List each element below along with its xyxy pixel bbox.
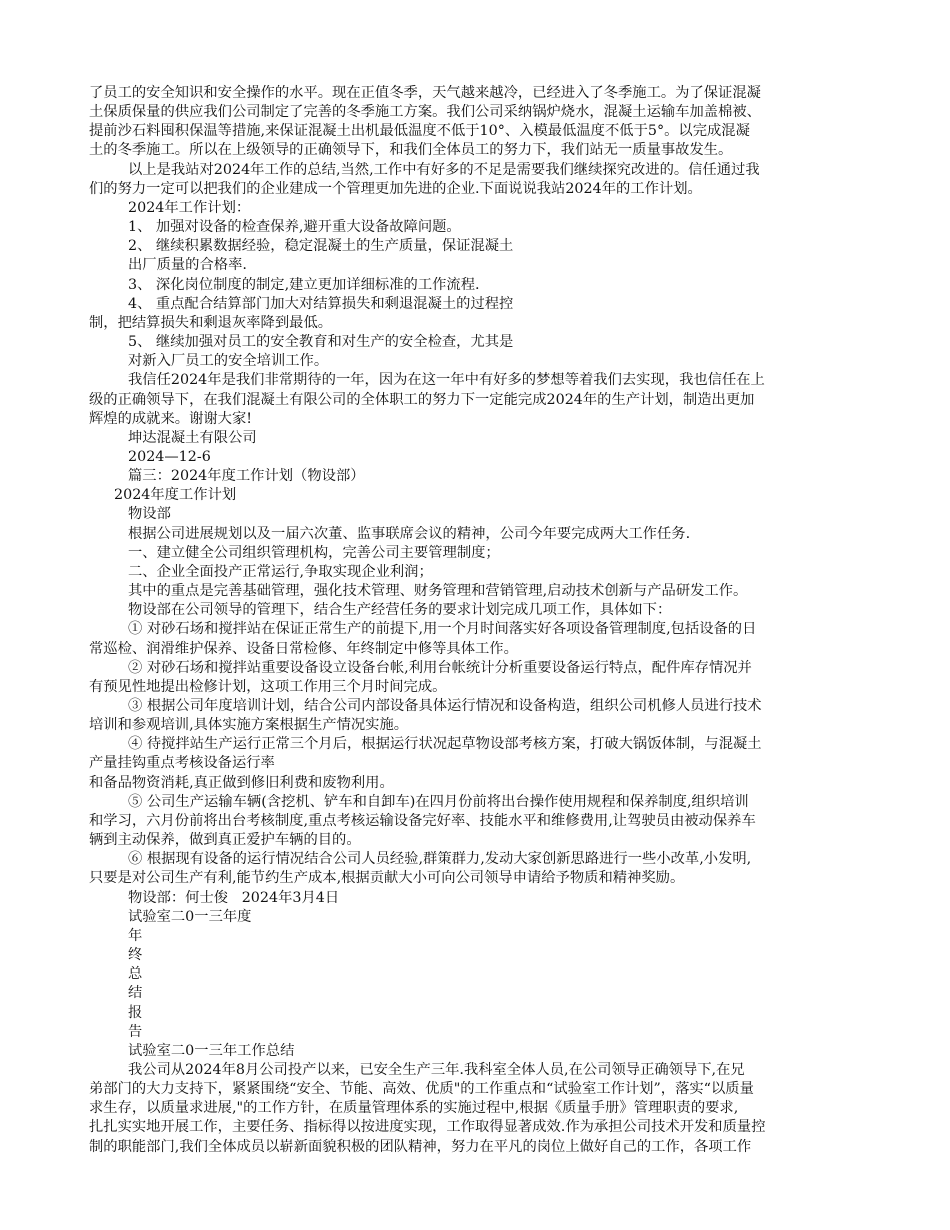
text-line: ⑥ 根据现有设备的运行情况结合公司人员经验,群策群力,发动大家创新思路进行一些小改革,小发明, [128, 851, 752, 868]
text-line: ③ 根据公司年度培训计划，结合公司内部设备具体运行情况和设备构造，组织公司机修人员进行技术 [128, 698, 762, 714]
text-line: 年 [128, 927, 143, 944]
text-line: 辆到主动保养，做到真正爱护车辆的目的。 [89, 832, 361, 849]
text-line: 只要是对公司生产有利,能节约生产成本,根据贡献大小可向公司领导申请给予物质和精神奖励。 [89, 870, 685, 887]
text-line: 物设部：何士俊 2024年3月4日 [128, 889, 340, 906]
text-line: 以上是我站对2024年工作的总结,当然,工作中有好多的不足是需要我们继续探究改进的。信任通过我 [128, 161, 760, 178]
text-line: ① 对砂石场和搅拌站在保证正常生产的前提下,用一个月时间落实好各项设备管理制度,包括设备的日 [128, 621, 757, 638]
document-body [89, 84, 864, 1157]
text-line: 我信任2024年是我们非常期待的一年，因为在这一年中有好多的梦想等着我们去实现，我也信任在上 [128, 372, 765, 389]
text-line: 3、 深化岗位制度的制定,建立更加详细标准的工作流程. [128, 276, 480, 293]
text-line: 制，把结算损失和剩退灰率降到最低。 [89, 314, 333, 331]
text-line: 土保质保量的供应我们公司制定了完善的冬季施工方案。我们公司采纳锅炉烧水，混凝土运输车加盖棉被、 [89, 104, 761, 121]
text-line: 了员工的安全知识和安全操作的水平。现在正值冬季，天气越来越冷，已经进入了冬季施工。为了保证混凝 [89, 85, 761, 101]
text-line: 产量挂钩重点考核设备运行率 [89, 755, 275, 772]
text-line: 2024年度工作计划 [114, 487, 237, 504]
text-line: 终 [128, 947, 143, 964]
text-line: 其中的重点是完善基础管理，强化技术管理、财务管理和营销管理,启动技术创新与产品研发工作。 [128, 583, 748, 600]
text-line: 有预见性地提出检修计划，这项工作用三个月时间完成。 [89, 678, 447, 695]
text-line: 和学习，六月份前将出台考核制度,重点考核运输设备完好率、技能水平和维修费用,让驾驶员由被动保养车 [89, 812, 756, 829]
text-line: 2024年工作计划： [128, 199, 251, 216]
text-line: 提前沙石料囤积保温等措施,来保证混凝土出机最低温度不低于10°、入模最低温度不低于5°。以完成混凝 [89, 123, 750, 140]
text-line: ④ 待搅拌站生产运行正常三个月后，根据运行状况起草物设部考核方案，打破大锅饭体制，与混凝土 [128, 736, 762, 753]
text-line: 告 [128, 1023, 143, 1040]
text-line: 篇三：2024年度工作计划（物设部） [128, 468, 365, 485]
text-line: 报 [128, 1004, 143, 1021]
text-line: 2024—12-6 [128, 448, 211, 465]
text-line: 物设部在公司领导的管理下，结合生产经营任务的要求计划完成几项工作，具体如下： [128, 602, 672, 619]
text-line: 级的正确领导下，在我们混凝土有限公司的全体职工的努力下一定能完成2024年的生产计划，制造出更加 [89, 391, 755, 408]
text-line: ⑤ 公司生产运输车辆(含挖机、铲车和自卸车)在四月份前将出台操作使用规程和保养制度,组织培训 [128, 793, 749, 810]
text-line: 常巡检、润滑维护保养、设备日常检修、年终制定中修等具体工作。 [89, 640, 518, 657]
text-line: 扎扎实实地开展工作，主要任务、指标得以按进度实现，工作取得显著成效.作为承担公司技术开发和质量控 [89, 1119, 766, 1136]
text-line: 根据公司进展规划以及一届六次董、监事联席会议的精神，公司今年要完成两大工作任务. [128, 525, 691, 542]
text-line: 坤达混凝土有限公司 [128, 429, 257, 446]
text-line: 二、企业全面投产正常运行,争取实现企业利润； [128, 563, 433, 580]
text-line: 们的努力一定可以把我们的企业建成一个管理更加先进的企业.下面说说我站2024年的工作计划。 [89, 180, 702, 197]
text-line: 辉煌的成就来。谢谢大家! [89, 410, 253, 427]
text-line: 1、 加强对设备的检查保养,避开重大设备故障问题。 [128, 219, 461, 236]
text-line: 4、 重点配合结算部门加大对结算损失和剩退混凝土的过程控 [128, 295, 514, 312]
text-line: 制的职能部门,我们全体成员以崭新面貌积极的团队精神，努力在平凡的岗位上做好自己的工作，各项工作 [89, 1138, 752, 1155]
text-line: 培训和参观培训,具体实施方案根据生产情况实施。 [89, 717, 409, 734]
text-line: 一、建立健全公司组织管理机构，完善公司主要管理制度； [128, 544, 500, 561]
text-line: 求生存，以质量求进展,"的工作方针，在质量管理体系的实施过程中,根据《质量手册》管理职责的要求, [89, 1100, 739, 1117]
text-line: 总 [128, 966, 143, 983]
text-line: 对新入厂员工的安全培训工作。 [128, 353, 329, 370]
text-line: 2、 继续积累数据经验，稳定混凝土的生产质量，保证混凝土 [128, 238, 514, 255]
text-line: 试验室二0一三年工作总结 [128, 1042, 295, 1059]
text-line: 弟部门的大力支持下，紧紧围绕“安全、节能、高效、优质"的工作重点和“试验室工作计划”，落实“以质量 [89, 1081, 754, 1098]
text-line: 和备品物资消耗,真正做到修旧利费和废物利用。 [89, 774, 394, 791]
text-line: 出厂质量的合格率. [128, 257, 247, 274]
text-line: 结 [128, 985, 143, 1002]
text-line: 土的冬季施工。所以在上级领导的正确领导下，和我们全体员工的努力下，我们站无一质量事故发生。 [89, 142, 733, 159]
text-line: ② 对砂石场和搅拌站重要设备设立设备台帐,利用台帐统计分析重要设备运行特点，配件库存情况并 [128, 659, 752, 676]
text-line: 5、 继续加强对员工的安全教育和对生产的安全检查，尤其是 [128, 334, 514, 351]
text-line: 我公司从2024年8月公司投产以来，已安全生产三年.我科室全体人员,在公司领导正确领导下,在兄 [128, 1061, 745, 1078]
text-line: 试验室二0一三年度 [128, 908, 252, 925]
text-line: 物设部 [128, 506, 171, 523]
